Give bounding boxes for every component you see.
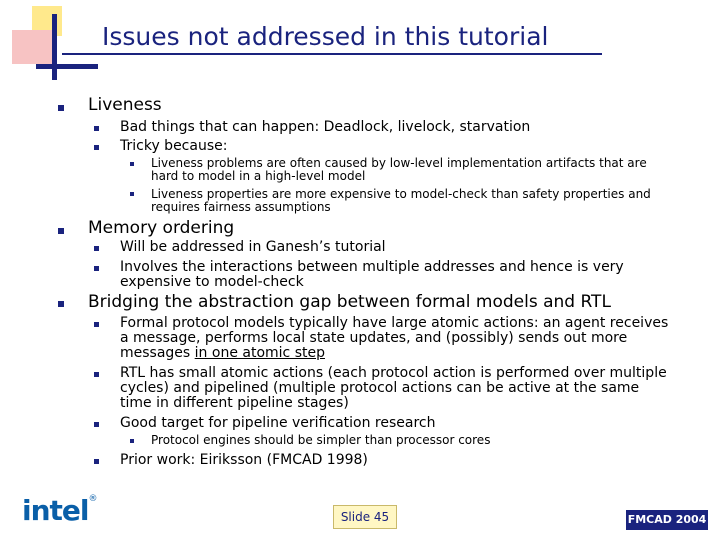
bridging-item-3-sub: Protocol engines should be simpler than processor cores [151, 433, 491, 447]
bullet-marker [58, 228, 64, 234]
liveness-sub-2-line-1: Liveness properties are more expensive to model-check than safety properties and [151, 187, 651, 201]
liveness-sub-1-line-2: hard to model in a high-level model [151, 169, 366, 183]
bridging-item-1-line-2: a message, performs local state updates, and (possibly) sends out more [120, 330, 628, 346]
bullet-marker [58, 105, 64, 111]
liveness-sub-1-line-1: Liveness problems are often caused by low-level implementation artifacts that are [151, 156, 647, 170]
liveness-item-2: Tricky because: [120, 138, 228, 154]
memory-item-2-line-2: expensive to model-check [120, 274, 304, 290]
liveness-sub-2-line-2: requires fairness assumptions [151, 200, 331, 214]
bullet-marker [94, 459, 99, 464]
bridging-item-1-line-1: Formal protocol models typically have large atomic actions: an agent receives [120, 315, 669, 331]
bullet-marker [94, 266, 99, 271]
bridging-item-3: Good target for pipeline verification research [120, 415, 436, 431]
intel-logo-text: intel [22, 494, 89, 527]
memory-item-1: Will be addressed in Ganesh’s tutorial [120, 239, 386, 255]
registered-mark: ® [88, 494, 97, 504]
bullet-marker [130, 439, 134, 443]
slide-number: Slide 45 [333, 505, 397, 529]
bullet-marker [130, 162, 134, 166]
bridging-item-2-line-1: RTL has small atomic actions (each protocol action is performed over multiple [120, 365, 667, 381]
bridging-item-1-line-3 [120, 346, 325, 361]
bullet-marker [94, 422, 99, 427]
bridging-item-1-line-3-prefix: messages [120, 345, 195, 361]
slide-title: Issues not addressed in this tutorial [102, 22, 549, 51]
memory-item-2-line-1: Involves the interactions between multiple addresses and hence is very [120, 259, 624, 275]
bridging-item-4: Prior work: Eiriksson (FMCAD 1998) [120, 452, 368, 468]
underlined-phrase: in one atomic step [194, 345, 325, 361]
liveness-item-1: Bad things that can happen: Deadlock, livelock, starvation [120, 119, 531, 135]
bullet-bridging: Bridging the abstraction gap between formal models and RTL [88, 292, 611, 312]
bullet-marker [94, 246, 99, 251]
bullet-marker [94, 145, 99, 150]
bridging-item-2-line-2: cycles) and pipelined (multiple protocol actions can be active at the same [120, 380, 640, 396]
bullet-liveness: Liveness [88, 95, 162, 115]
bullet-memory-ordering: Memory ordering [88, 218, 235, 238]
intel-logo [22, 494, 97, 527]
footer-conference-badge: FMCAD 2004 [626, 510, 708, 530]
bullet-marker [94, 126, 99, 131]
bullet-marker [130, 192, 134, 196]
bridging-item-2-line-3: time in different pipeline stages) [120, 395, 349, 411]
bullet-marker [94, 322, 99, 327]
bullet-marker [94, 372, 99, 377]
bullet-marker [58, 301, 64, 307]
